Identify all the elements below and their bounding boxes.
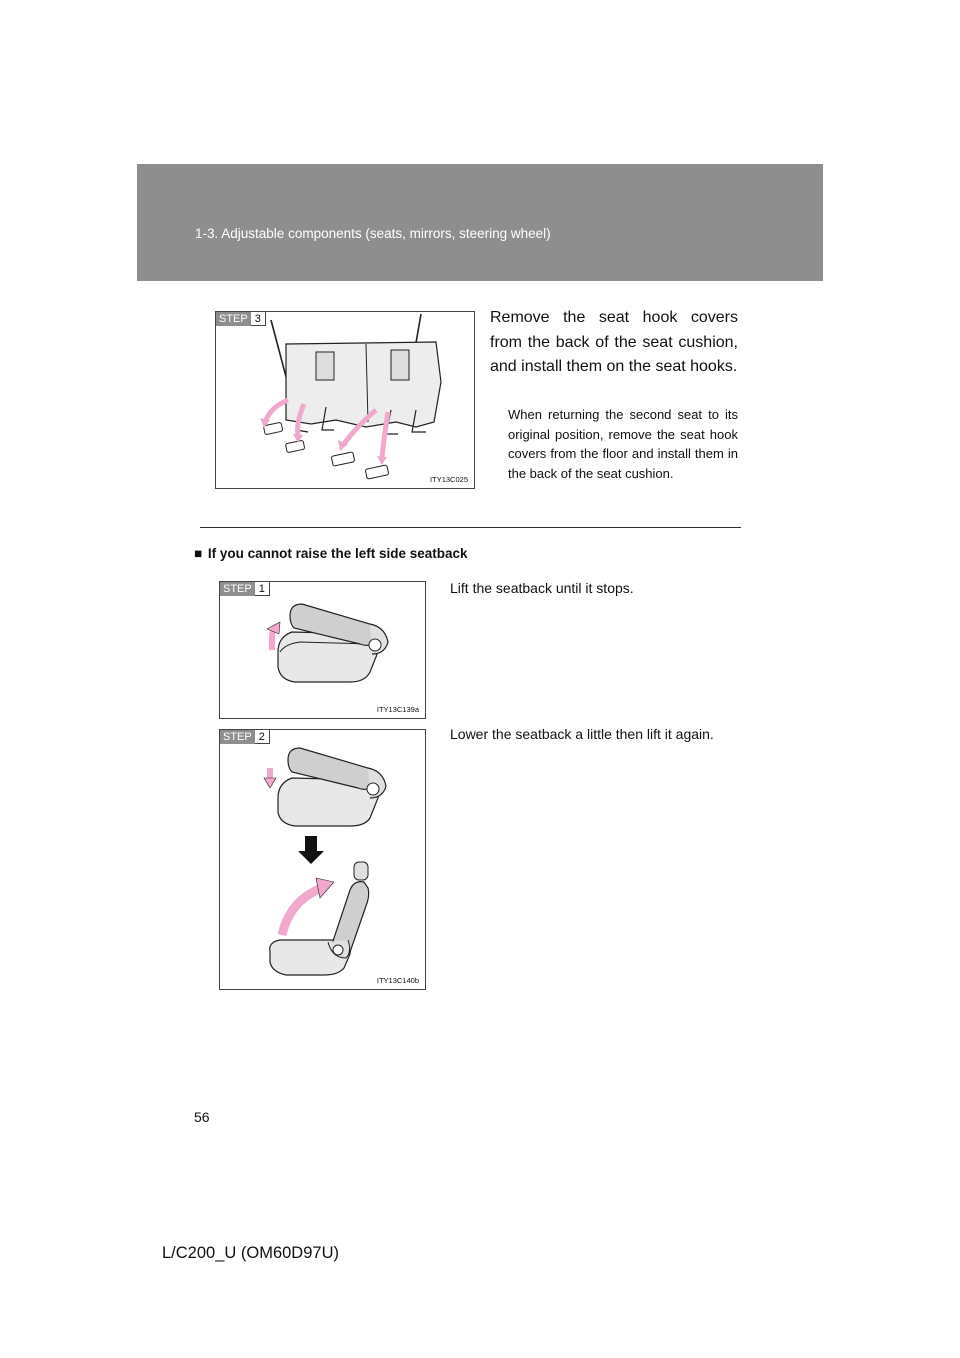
footer-model: L/C200_U (OM60D97U) (162, 1244, 339, 1262)
step-badge (220, 582, 270, 596)
step2-instruction: Lower the seatback a little then lift it again. (450, 726, 714, 742)
figure-step2 (219, 729, 426, 990)
page-number: 56 (194, 1109, 210, 1125)
section-marker: ■ (194, 546, 203, 561)
section-heading-text: If you cannot raise the left side seatback (207, 546, 468, 561)
figure-step3 (215, 311, 475, 489)
figure-code: ITY13C140b (376, 976, 419, 985)
step-label: STEP (220, 730, 255, 744)
step3-note: When returning the second seat to its original position, remove the seat hook covers from the floor and install them in the back of the seat cushion. (508, 407, 738, 481)
step-label: STEP (220, 582, 255, 596)
step3-instruction: Remove the seat hook covers from the back of the seat cushion, and install them on the seat hooks. (490, 309, 738, 375)
section-divider (200, 527, 741, 528)
seat-lower-and-lift-illustration (220, 730, 425, 989)
step-number: 2 (255, 730, 270, 744)
step1-instruction: Lift the seatback until it stops. (450, 580, 634, 596)
figure-code: ITY13C025 (430, 475, 468, 484)
step-number: 1 (255, 582, 270, 596)
section-title: 1-3. Adjustable components (seats, mirrors, steering wheel) (195, 226, 551, 241)
step-number: 3 (251, 312, 266, 326)
step-badge (220, 730, 270, 744)
seat-hooks-illustration (216, 312, 474, 488)
header-band (137, 164, 823, 281)
figure-step1 (219, 581, 426, 719)
step-badge (216, 312, 266, 326)
figure-code: ITY13C139a (376, 705, 419, 714)
step-label: STEP (216, 312, 251, 326)
seat-lift-illustration (220, 582, 425, 718)
section-heading (194, 546, 468, 561)
